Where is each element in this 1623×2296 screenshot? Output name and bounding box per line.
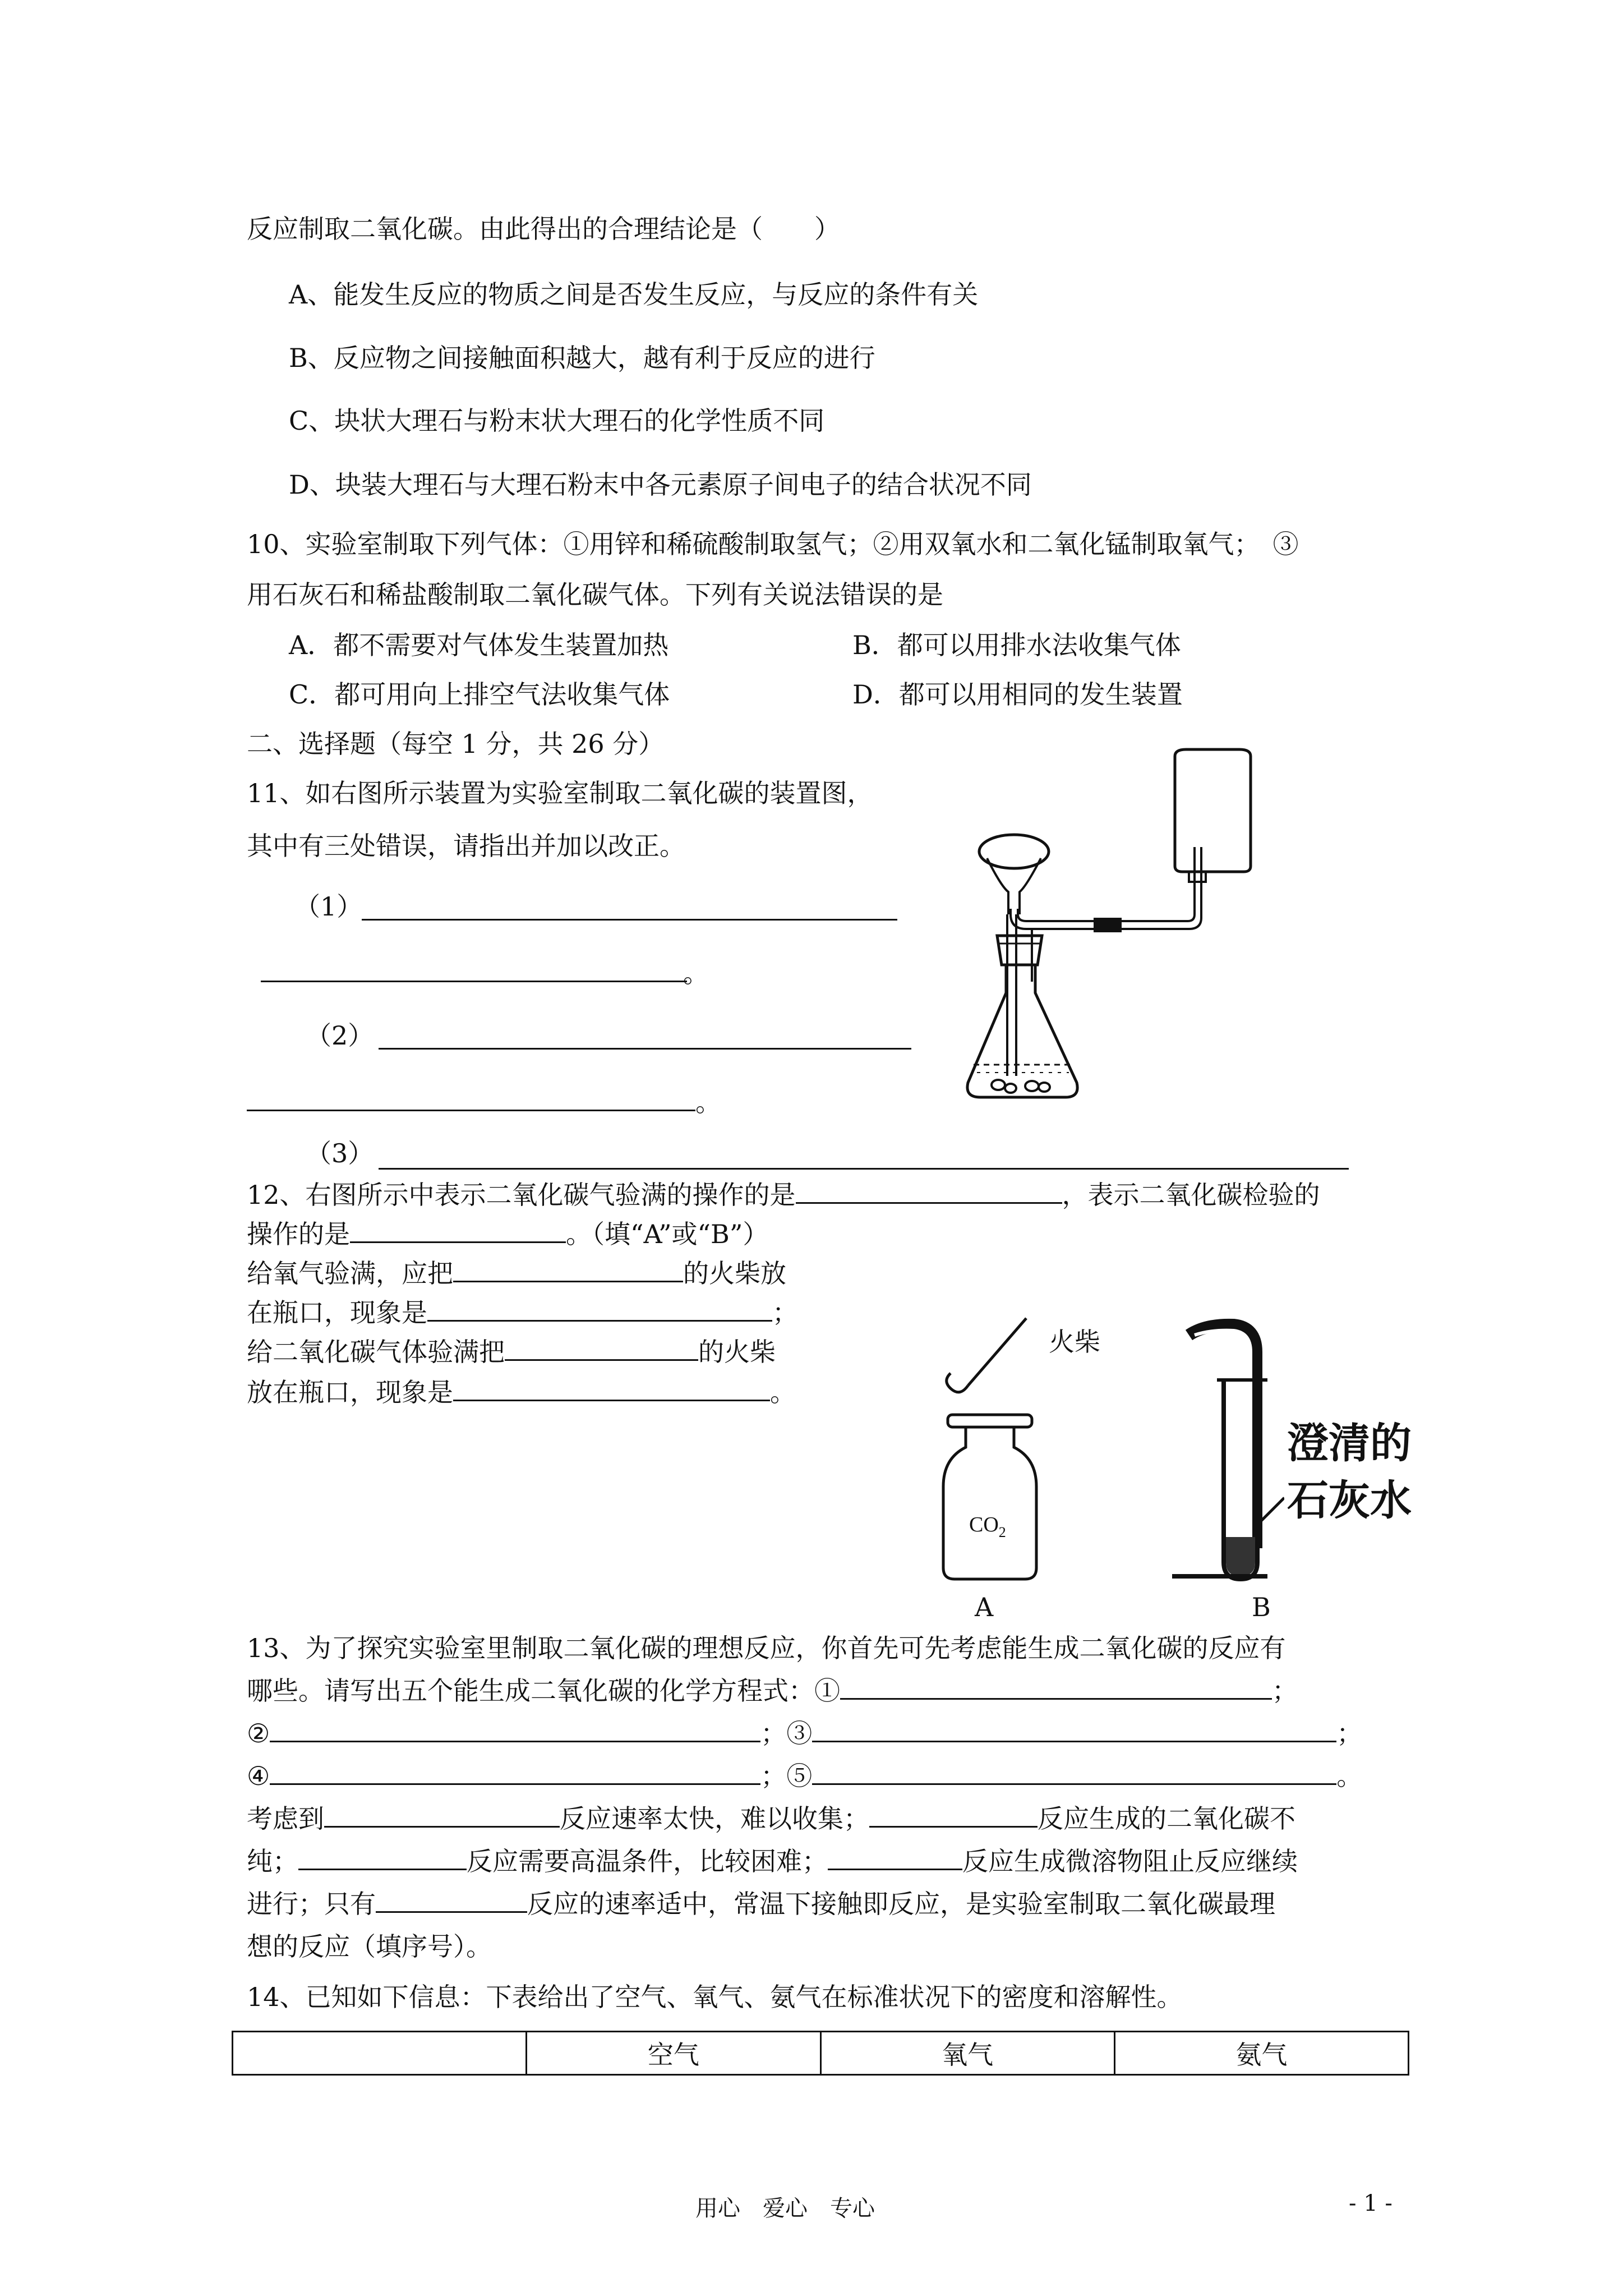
lime-water-label-2: 石灰水 [1287, 1476, 1412, 1525]
q13-blank-high-temp[interactable] [298, 1845, 467, 1870]
q11-blank-3[interactable] [379, 1168, 1349, 1170]
q10-option-b: B．都可以用排水法收集气体 [852, 630, 1181, 660]
q11-period-1: 。 [683, 958, 709, 988]
q12-blank-oxygen-match[interactable] [453, 1257, 683, 1282]
q13-line-4 [247, 1759, 1362, 1793]
q12-text-4b: ； [772, 1297, 798, 1328]
q13-circle-4: ④ [247, 1761, 270, 1791]
q12-text-2a: 操作的是 [247, 1219, 350, 1249]
q11-label-2: （2） [306, 1020, 374, 1051]
gas-property-table [232, 2031, 1409, 2076]
q9-option-a: A、能发生反应的物质之间是否发生反应，与反应的条件有关 [289, 279, 979, 310]
q13-text-5c: 反应生成的二氧化碳不 [1038, 1803, 1295, 1834]
q13-line-8: 想的反应（填序号）。 [247, 1931, 492, 1962]
match-label: 火柴 [1049, 1327, 1100, 1357]
q12-line-1 [247, 1178, 1320, 1212]
q10-option-c: C．都可用向上排空气法收集气体 [289, 679, 670, 710]
q12-text-1a: 12、右图所示中表示二氧化碳气验满的操作的是 [247, 1180, 796, 1210]
q12-line-6 [247, 1375, 796, 1409]
q12-text-5b: 的火柴 [698, 1337, 776, 1367]
q13-text-2a: 哪些。请写出五个能生成二氧化碳的化学方程式：① [247, 1676, 840, 1706]
q11-blank-2a[interactable] [379, 1048, 911, 1050]
q9-option-c: C、块状大理石与粉末状大理石的化学性质不同 [289, 406, 825, 436]
q12-text-1b: ，表示二氧化碳检验的 [1062, 1180, 1320, 1210]
q13-semicolon-3: ； [1336, 1718, 1363, 1749]
q10-line-1: 10、实验室制取下列气体：①用锌和稀硫酸制取氢气；②用双氧水和二氧化锰制取氧气； ③ [247, 529, 1299, 559]
q12-text-3a: 给氧气验满，应把 [247, 1258, 453, 1289]
q13-blank-eq5[interactable] [812, 1760, 1336, 1785]
q13-circle-2: ② [247, 1718, 270, 1749]
q10-line-2: 用石灰石和稀盐酸制取二氧化碳气体。下列有关说法错误的是 [247, 579, 943, 610]
q13-text-7a: 进行；只有 [247, 1889, 376, 1919]
q11-line-1: 11、如右图所示装置为实验室制取二氧化碳的装置图， [247, 778, 873, 808]
q12-line-4 [247, 1296, 798, 1329]
q12-blank-verify[interactable] [796, 1179, 1062, 1204]
q12-line-2 [247, 1217, 768, 1251]
q9-stem-tail: 反应制取二氧化碳。由此得出的合理结论是（ ） [247, 214, 840, 244]
q12-blank-co2-match[interactable] [505, 1336, 698, 1361]
section-heading: 二、选择题（每空 1 分，共 26 分） [247, 729, 665, 759]
q12-text-6b: 。 [770, 1377, 796, 1407]
q13-circle-5: ；⑤ [760, 1761, 813, 1791]
q12-blank-co2-phenomenon[interactable] [453, 1376, 770, 1401]
q13-text-6c: 反应生成微溶物阻止反应继续 [962, 1846, 1298, 1876]
table-header-air: 空气 [527, 2032, 820, 2075]
page-number: - 1 - [1349, 2191, 1393, 2216]
q9-option-b: B、反应物之间接触面积越大，越有利于反应的进行 [289, 343, 875, 373]
q12-blank-test[interactable] [350, 1218, 566, 1243]
q11-line-2: 其中有三处错误，请指出并加以改正。 [247, 831, 685, 861]
co2-apparatus-figure [948, 746, 1262, 1116]
q13-line-1: 13、为了探究实验室里制取二氧化碳的理想反应，你首先可先考虑能生成二氧化碳的反应有 [247, 1633, 1286, 1663]
q11-label-3: （3） [306, 1138, 374, 1168]
q12-text-2b: 。（填“A”或“B”） [566, 1219, 769, 1249]
q13-blank-eq3[interactable] [812, 1717, 1336, 1742]
q11-blank-1a[interactable] [362, 919, 897, 921]
q12-text-6a: 放在瓶口，现象是 [247, 1377, 453, 1407]
q11-period-2: 。 [695, 1087, 721, 1117]
q13-text-7b: 反应的速率适中，常温下接触即反应，是实验室制取二氧化碳最理 [527, 1889, 1275, 1919]
q12-line-5 [247, 1335, 776, 1369]
q13-semicolon-1: ； [1272, 1676, 1298, 1706]
q11-blank-2b[interactable] [247, 1110, 695, 1111]
q10-option-d: D．都可以用相同的发生装置 [852, 679, 1183, 710]
q11-blank-1b[interactable] [261, 981, 687, 982]
q13-line-3 [247, 1717, 1362, 1750]
table-header-oxygen: 氧气 [820, 2032, 1114, 2075]
q13-text-6b: 反应需要高温条件，比较困难； [467, 1846, 828, 1876]
q13-line-6 [247, 1844, 1298, 1878]
table-header-cell-empty [233, 2032, 527, 2075]
figure-b-lime-water-test [1172, 1313, 1284, 1593]
q13-blank-eq2[interactable] [270, 1717, 760, 1742]
lime-water-label-1: 澄清的 [1287, 1419, 1412, 1467]
q13-blank-slightly-soluble[interactable] [828, 1845, 962, 1870]
co2-subscript: 2 [998, 1524, 1006, 1540]
footer-motto: 用心 爱心 专心 [695, 2196, 875, 2221]
q13-text-5b: 反应速率太快，难以收集； [560, 1803, 869, 1834]
figure-label-b: B [1252, 1592, 1271, 1622]
table-header-row [233, 2032, 1409, 2075]
q13-text-5a: 考虑到 [247, 1803, 324, 1834]
q12-text-3b: 的火柴放 [683, 1258, 786, 1289]
q13-period: 。 [1336, 1761, 1363, 1791]
q13-text-6a: 纯； [247, 1846, 298, 1876]
figure-label-a: A [975, 1592, 994, 1622]
q10-option-a: A．都不需要对气体发生装置加热 [289, 630, 669, 660]
q12-blank-oxygen-phenomenon[interactable] [427, 1296, 772, 1322]
co2-formula: CO [969, 1513, 999, 1536]
q13-line-5 [247, 1802, 1295, 1835]
q13-line-7 [247, 1887, 1275, 1921]
q13-blank-eq4[interactable] [270, 1760, 760, 1785]
q12-line-3 [247, 1257, 786, 1290]
q13-circle-3: ；③ [760, 1718, 813, 1749]
co2-bottle-label [969, 1513, 1006, 1540]
q9-option-d: D、块装大理石与大理石粉末中各元素原子间电子的结合状况不同 [289, 470, 1032, 500]
q13-line-2 [247, 1674, 1298, 1708]
q13-blank-eq1[interactable] [840, 1674, 1272, 1700]
q12-text-4a: 在瓶口，现象是 [247, 1297, 427, 1328]
q13-blank-fast[interactable] [324, 1802, 560, 1828]
q13-blank-impure[interactable] [869, 1802, 1038, 1828]
q12-text-5a: 给二氧化碳气体验满把 [247, 1337, 505, 1367]
q14-line-1: 14、已知如下信息：下表给出了空气、氧气、氨气在标准状况下的密度和溶解性。 [247, 1982, 1183, 2012]
q13-blank-ideal[interactable] [376, 1888, 527, 1913]
q11-label-1: （1） [294, 891, 363, 922]
table-header-ammonia: 氨气 [1114, 2032, 1408, 2075]
